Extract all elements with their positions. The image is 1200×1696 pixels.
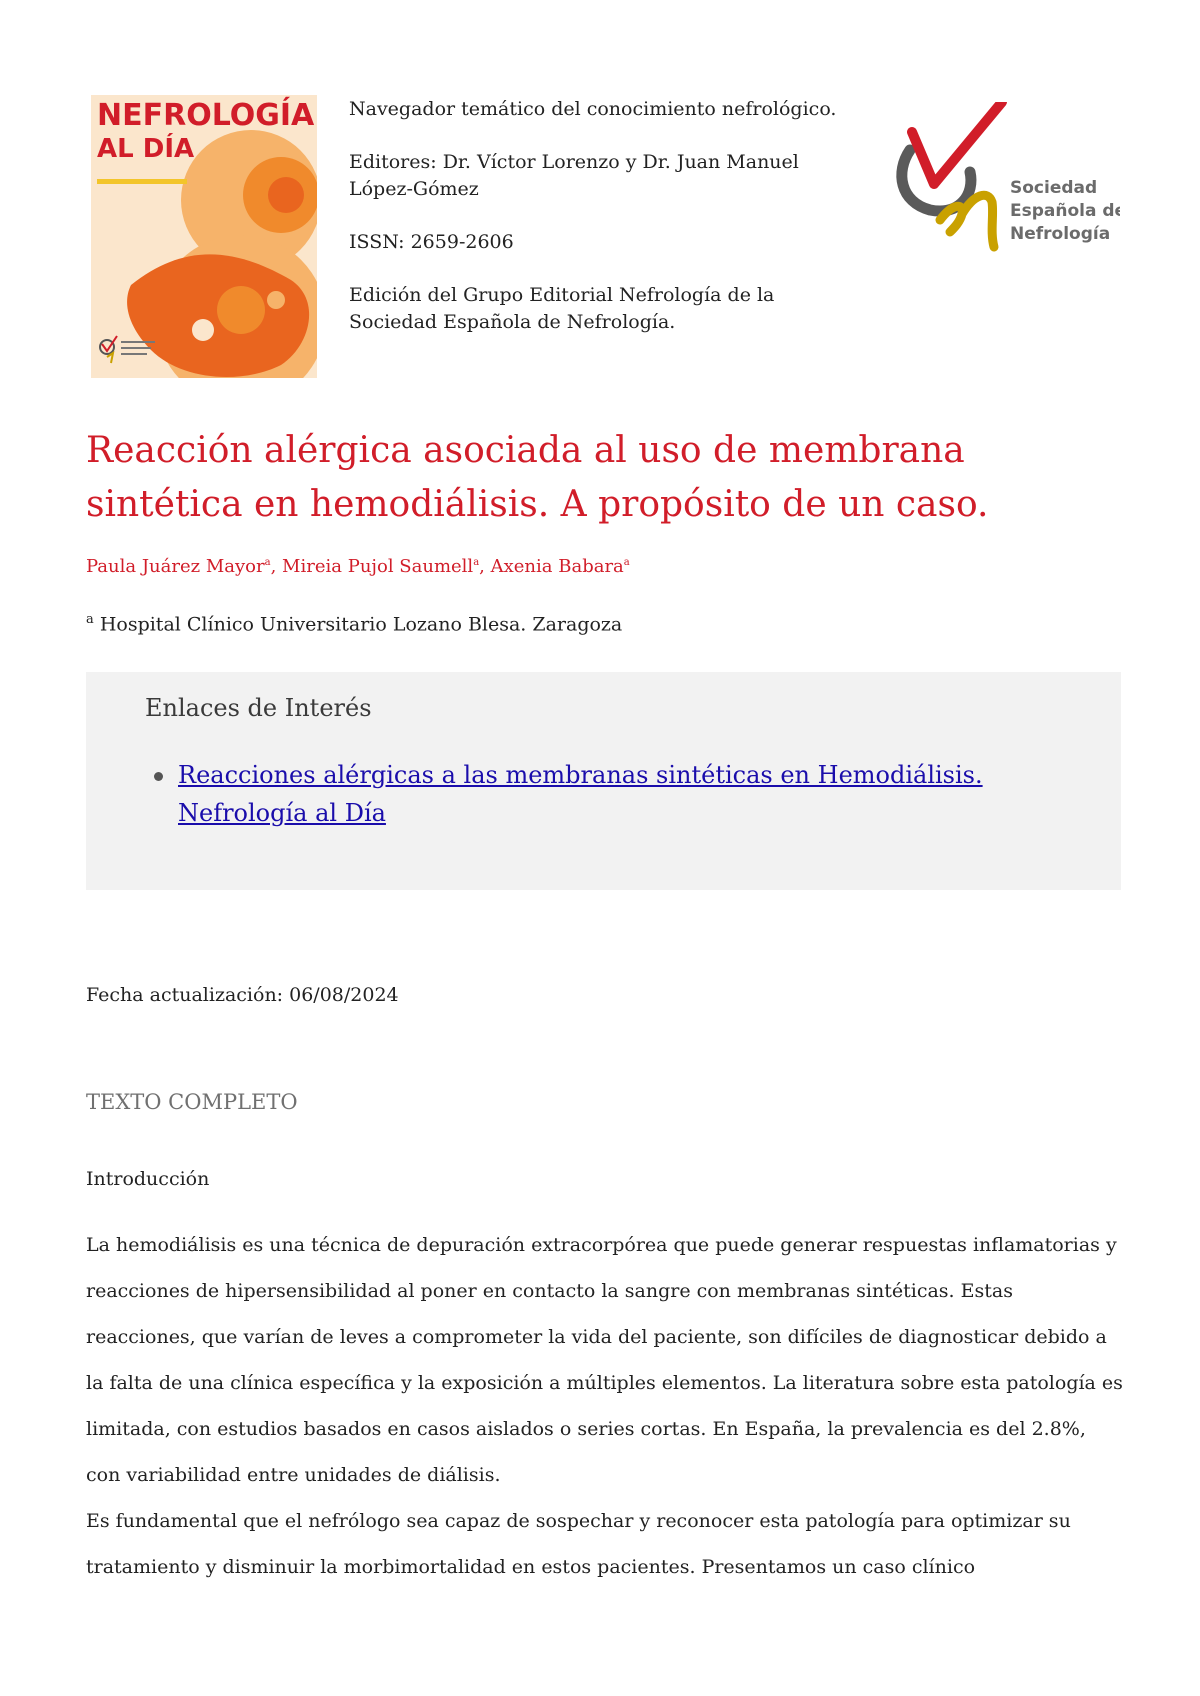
cover-title-line2: AL DÍA <box>97 134 195 164</box>
journal-description: Navegador temático del conocimiento nefrológico. <box>349 98 837 120</box>
link-list-item <box>154 756 1074 832</box>
author-name: Mireia Pujol Saumell <box>282 556 474 577</box>
links-list <box>154 756 1074 832</box>
society-logo <box>890 102 1120 262</box>
introduction-heading: Introducción <box>86 1168 210 1190</box>
author-affiliation-mark: a <box>623 557 630 568</box>
introduction-body <box>86 1222 1126 1590</box>
journal-cover-image <box>91 95 317 378</box>
related-article-link[interactable]: Reacciones alérgicas a las membranas sintéticas en Hemodiálisis. Nefrología al Día <box>178 761 983 827</box>
author-name: Axenia Babara <box>490 556 624 577</box>
cover-artwork <box>91 95 317 378</box>
journal-issn: ISSN: 2659-2606 <box>349 231 514 253</box>
full-text-heading: TEXTO COMPLETO <box>86 1090 298 1114</box>
author-separator: , <box>479 556 491 577</box>
bullet-icon <box>154 772 163 781</box>
journal-intro <box>349 96 839 362</box>
author-name: Paula Juárez Mayor <box>86 556 265 577</box>
author-affiliation-mark: a <box>264 557 271 568</box>
journal-edition: Edición del Grupo Editorial Nefrología de la Sociedad Española de Nefrología. <box>349 284 775 333</box>
body-paragraph: La hemodiálisis es una técnica de depuración extracorpórea que puede generar respuestas inflamatorias y reacciones de hipersensibilidad al poner en contacto la sangre con membranas sintéticas. Estas reacciones, que varían de leves a comprometer la vida del paciente, son difíciles de diagnosticar debido a la falta de una clínica específica y la exposición a múltiples elementos. La literatura sobre esta patología es limitada, con estudios basados en casos aislados o series cortas. En España, la prevalencia es del 2.8%, con variabilidad entre unidades de diálisis. <box>86 1234 1123 1486</box>
society-name-line3: Nefrología <box>1010 224 1111 244</box>
society-name-line2: Española de <box>1010 201 1120 221</box>
author-list <box>86 556 630 577</box>
society-name-line1: Sociedad <box>1010 178 1098 198</box>
author-affiliation-mark: a <box>473 557 480 568</box>
affiliation-text: Hospital Clínico Universitario Lozano Blesa. Zaragoza <box>99 613 623 636</box>
body-paragraph: Es fundamental que el nefrólogo sea capaz de sospechar y reconocer esta patología para optimizar su tratamiento y disminuir la morbimortalidad en estos pacientes. Presentamos un caso clínico <box>86 1510 1071 1578</box>
update-date: Fecha actualización: 06/08/2024 <box>86 984 399 1006</box>
links-of-interest-box <box>86 672 1121 890</box>
article-title: Reacción alérgica asociada al uso de membrana sintética en hemodiálisis. A propósito de un caso. <box>86 430 989 525</box>
cover-tagline-bar <box>97 179 187 184</box>
journal-editors: Editores: Dr. Víctor Lorenzo y Dr. Juan Manuel López-Gómez <box>349 151 799 200</box>
affiliation <box>86 612 622 635</box>
society-logo-mark <box>890 102 1120 262</box>
author-separator: , <box>270 556 283 577</box>
affiliation-mark: a <box>86 612 94 627</box>
cover-title-line1: NEFROLOGÍA <box>97 98 315 133</box>
links-heading: Enlaces de Interés <box>145 694 372 722</box>
